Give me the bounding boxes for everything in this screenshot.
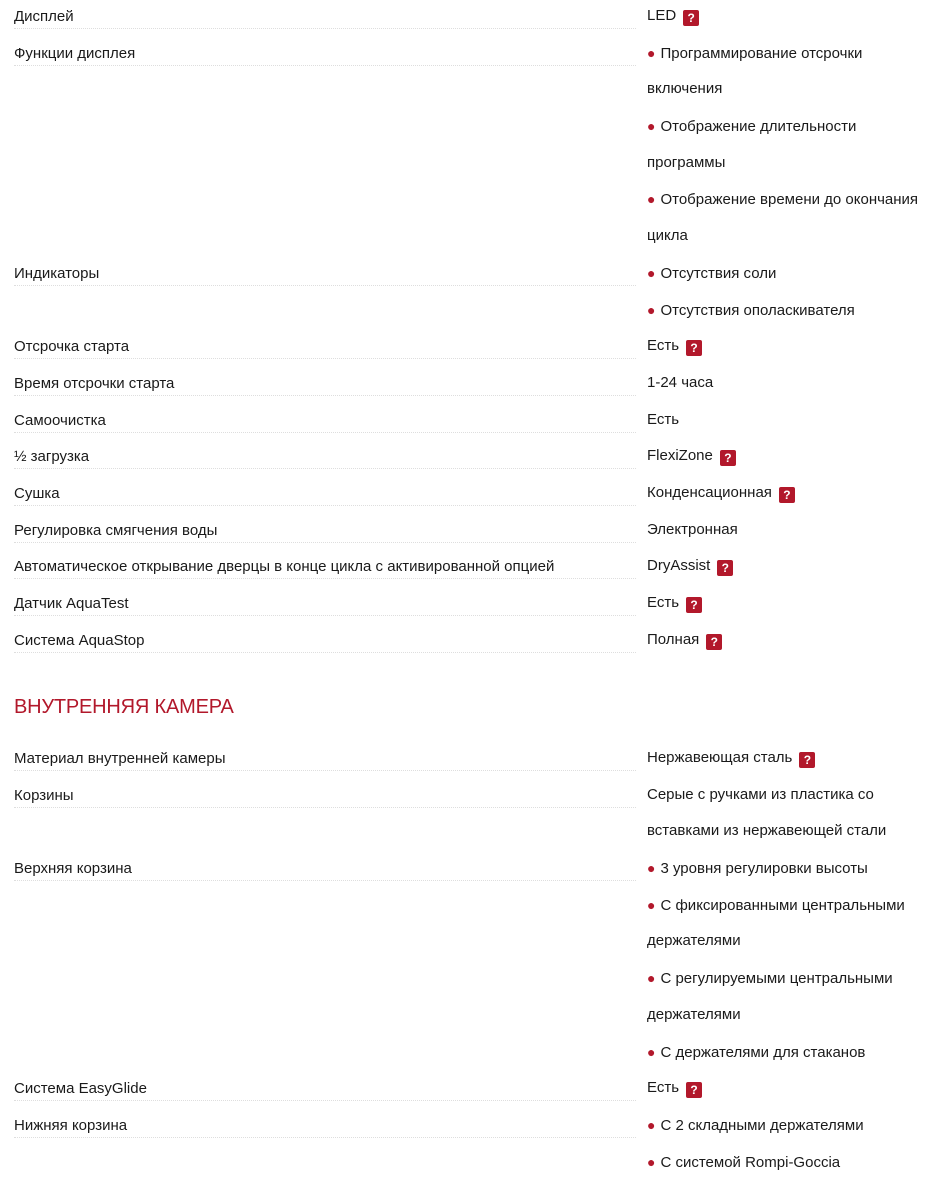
bullet-icon: ● [647,1043,656,1060]
help-icon[interactable]: ? [686,597,702,613]
spec-value-line [647,145,945,182]
spec-value-line [647,292,945,329]
spec-value-text: цикла [647,227,688,245]
spec-value-text: Есть [647,1079,680,1097]
spec-value-text: ● С регулируемыми центральными [647,970,893,988]
spec-value-line [647,740,945,777]
spec-value-cell [647,404,945,439]
spec-value-text: Конденсационная [647,484,772,502]
spec-value-line [647,622,945,659]
dotted-leader [14,358,636,359]
spec-value-text: Серые с ручками из пластика со [647,785,874,803]
spec-value-line [647,997,945,1034]
bullet-icon: ● [647,1116,656,1133]
dotted-leader [14,807,636,808]
spec-row [0,0,945,37]
spec-label-cell [14,852,636,896]
bullet-icon: ● [647,970,656,987]
dotted-leader [14,28,636,29]
spec-label: Функции дисплея [14,44,143,64]
bullet-icon: ● [647,118,656,135]
dotted-leader [14,578,636,579]
spec-row [0,742,945,779]
spec-label: Автоматическое открывание дверцы в конце цикла с активированной опцией [14,557,562,577]
help-icon[interactable]: ? [720,450,736,466]
spec-row [0,852,945,1072]
bullet-icon: ● [647,860,656,877]
spec-label-cell [14,37,636,81]
spec-value-cell [647,1109,945,1180]
spec-value-cell [647,0,945,35]
spec-label: Система AquaStop [14,631,152,651]
spec-label: Верхняя корзина [14,859,140,879]
spec-row [0,624,945,661]
spec-label: Датчик AquaTest [14,594,137,614]
spec-value-text: Нержавеющая сталь [647,749,793,766]
spec-label-cell [14,779,636,823]
spec-value-cell [647,852,945,1070]
spec-value-line [647,35,945,72]
spec-value-text: DryAssist [647,557,711,575]
spec-label: Индикаторы [14,264,107,284]
spec-value-line [647,813,945,850]
spec-value-line [647,1034,945,1071]
spec-row [0,404,945,441]
spec-row [0,330,945,367]
spec-value-cell [647,257,945,328]
dotted-leader [14,65,636,66]
bullet-icon: ● [647,1153,656,1170]
spec-value-text: включения [647,80,723,98]
spec-value-line [647,328,945,365]
spec-value-text: Электронная [647,520,738,538]
spec-value-line [647,181,945,218]
help-icon[interactable]: ? [706,634,722,650]
inner-chamber-spec-section [0,742,945,1182]
spec-label: Дисплей [14,7,82,27]
spec-row [0,1109,945,1182]
spec-value-text: ● Программирование отсрочки [647,44,863,62]
dotted-leader [14,770,636,771]
spec-value-cell [647,624,945,659]
spec-row [0,37,945,257]
spec-value-cell [647,742,945,777]
dotted-leader [14,505,636,506]
spec-value-text: вставками из нержавеющей стали [647,822,887,840]
spec-value-line [647,0,945,35]
dotted-leader [14,432,636,433]
spec-value-cell [647,514,945,549]
dotted-leader [14,880,636,881]
spec-label: Отсрочка старта [14,337,137,357]
spec-label: Корзины [14,786,82,806]
spec-row [0,477,945,514]
spec-value-line [647,923,945,960]
spec-value-cell [647,550,945,585]
bullet-icon: ● [647,896,656,913]
spec-row [0,587,945,624]
spec-value-text: LED [647,7,677,24]
dotted-leader [14,542,636,543]
spec-value-line [647,365,945,402]
spec-value-line [647,402,945,439]
help-icon[interactable]: ? [686,340,702,356]
spec-value-line [647,1107,945,1144]
spec-value-text: FlexiZone [647,447,713,465]
spec-value-text: ● Отображение времени до окончания [647,191,919,209]
help-icon[interactable]: ? [779,487,795,503]
dotted-leader [14,468,636,469]
spec-value-cell [647,1072,945,1107]
spec-value-cell [647,779,945,850]
spec-row [0,367,945,404]
spec-row [0,440,945,477]
spec-row [0,257,945,330]
spec-label: Регулировка смягчения воды [14,521,225,541]
spec-value-line [647,255,945,292]
spec-value-text: ● Отсутствия соли [647,264,777,282]
spec-value-text: Полная [647,630,700,648]
spec-value-line [647,71,945,108]
bullet-icon: ● [647,191,656,208]
spec-value-cell [647,37,945,255]
help-icon[interactable]: ? [799,752,815,768]
spec-value-line [647,585,945,622]
spec-label-cell [14,257,636,301]
spec-value-text: 1-24 часа [647,373,714,391]
spec-label: Нижняя корзина [14,1116,135,1136]
spec-label: Время отсрочки старта [14,374,182,394]
spec-value-cell [647,440,945,475]
spec-value-line [647,548,945,585]
spec-value-line [647,960,945,997]
spec-value-cell [647,587,945,622]
dotted-leader [14,652,636,653]
dotted-leader [14,1137,636,1138]
spec-value-text: ● 3 уровня регулировки высоты [647,860,868,878]
spec-value-text: держателями [647,1005,741,1023]
spec-label: ½ загрузка [14,447,97,467]
spec-label: Самоочистка [14,411,114,431]
spec-value-line [647,475,945,512]
spec-value-line [647,850,945,887]
spec-value-text: ● Отсутствия ополаскивателя [647,301,855,319]
spec-value-text: Есть [647,337,680,355]
help-icon[interactable]: ? [686,1082,702,1098]
spec-value-line [647,887,945,924]
spec-value-cell [647,330,945,365]
section-heading-inner-chamber: ВНУТРЕННЯЯ КАМЕРА [14,696,234,718]
spec-value-text: программы [647,153,726,171]
spec-label-cell [14,1109,636,1153]
spec-label: Сушка [14,484,68,504]
spec-label: Система EasyGlide [14,1079,155,1099]
spec-value-cell [647,367,945,402]
spec-value-line [647,218,945,255]
spec-row [0,779,945,852]
dotted-leader [14,395,636,396]
spec-row [0,1072,945,1109]
spec-row [0,550,945,587]
spec-label: Материал внутренней камеры [14,749,233,769]
spec-value-text: ● С 2 складными держателями [647,1116,864,1134]
spec-value-text: Есть [647,410,680,428]
dotted-leader [14,1100,636,1101]
bullet-icon: ● [647,264,656,281]
spec-value-text: ● Отображение длительности [647,118,857,136]
spec-value-line [647,777,945,814]
spec-value-text: Есть [647,594,680,612]
spec-value-line [647,438,945,475]
spec-value-text: ● С держателями для стаканов [647,1043,866,1061]
spec-label-cell [14,624,636,668]
spec-value-text: держателями [647,932,741,950]
dotted-leader [14,285,636,286]
bullet-icon: ● [647,44,656,61]
help-icon[interactable]: ? [683,10,699,26]
help-icon[interactable]: ? [717,560,733,576]
spec-value-cell [647,477,945,512]
spec-value-line [647,108,945,145]
spec-value-text: ● С фиксированными центральными [647,896,905,914]
bullet-icon: ● [647,301,656,318]
spec-value-text: ● С системой Rompi-Goccia [647,1153,841,1171]
spec-value-line [647,1070,945,1107]
spec-row [0,514,945,551]
dotted-leader [14,615,636,616]
spec-value-line [647,512,945,549]
